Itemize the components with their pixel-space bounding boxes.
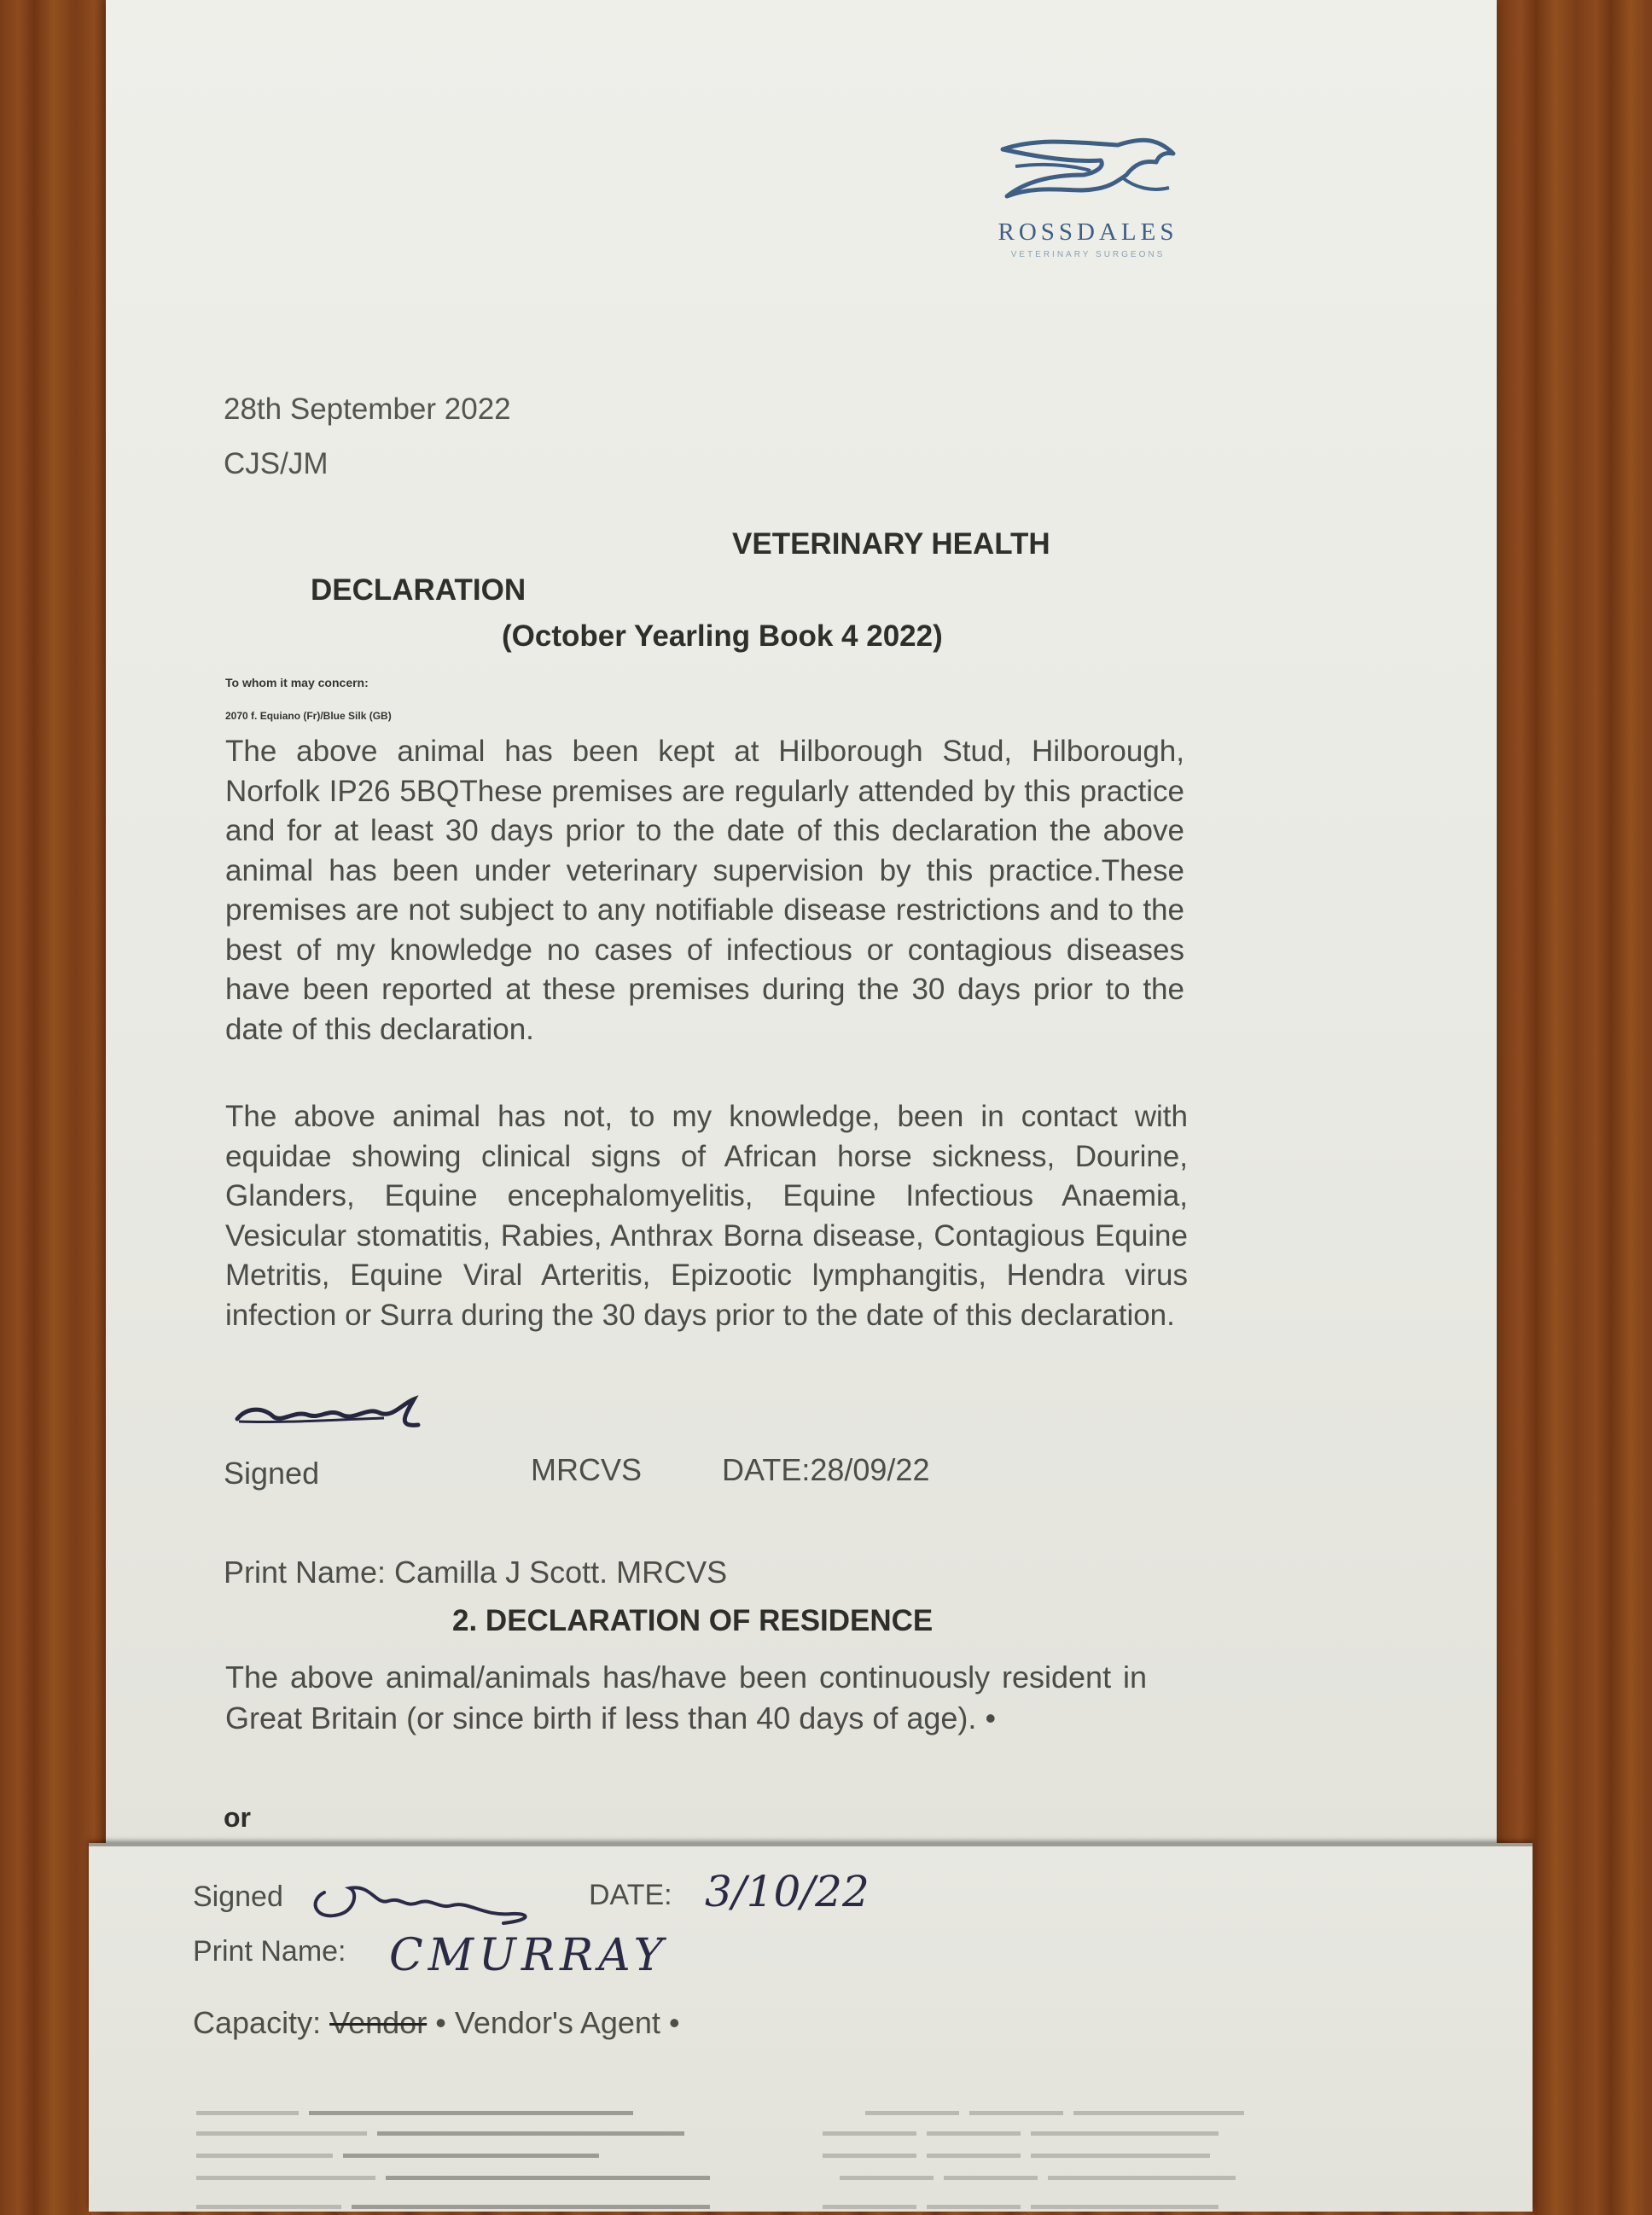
logo-subtitle: VETERINARY SURGEONS bbox=[1010, 250, 1166, 259]
residence-text bbox=[225, 1657, 1147, 1739]
signed-label: Signed bbox=[224, 1456, 320, 1491]
declaration-paragraph-1: The above animal has been kept at Hilborough Stud, Hilborough, Norfolk IP26 5BQThese premises are regularly attended by this practice and for at least 30 days prior to the date of this declaration the above animal has been under veterinary supervision by this practice.These premises are not subject to any notifiable disease restrictions and to the best of my knowledge no cases of infectious or contagious diseases have been reported at these premises during the 30 days prior to the date of this declaration. bbox=[225, 735, 1184, 1046]
salutation: To whom it may concern: bbox=[225, 676, 369, 689]
handwritten-date: 3/10/22 bbox=[705, 1867, 870, 1916]
rossdales-logo bbox=[977, 128, 1199, 282]
capacity-vendor-struck: Vendor bbox=[329, 2005, 428, 2040]
capacity-vendor-agent: Vendor's Agent bbox=[454, 2005, 660, 2040]
logo-wordmark: ROSSDALES bbox=[998, 218, 1178, 246]
capacity-bullet-2: • bbox=[668, 2005, 680, 2040]
declaration-paragraph-2: The above animal has not, to my knowledge, been in contact with equidae showing clinical signs of African horse sickness, Dourine, Glanders, Equine encephalomyelitis, Equine Infectious Anaemia, Vesicular stomatitis, Rabies, Anthrax Borna disease, Contagious Equine Metritis, Equine Viral Arteritis, Epizootic lymphangitis, Hendra virus infection or Surra during the 30 days prior to the date of this declaration. bbox=[225, 1100, 1188, 1332]
lower-print-name-label: Print Name: bbox=[193, 1935, 346, 1968]
title-line-3: (October Yearling Book 4 2022) bbox=[502, 619, 943, 653]
capacity-row bbox=[193, 2005, 680, 2041]
residence-statement: The above animal/animals has/have been continuously resident in Great Britain (or since birth if less than 40 days of age). bbox=[225, 1660, 1147, 1735]
capacity-label: Capacity: bbox=[193, 2005, 322, 2040]
handwritten-name: CMURRAY bbox=[389, 1930, 668, 1981]
letter-date: 28th September 2022 bbox=[224, 392, 511, 426]
title-line-1: VETERINARY HEALTH bbox=[732, 527, 1050, 561]
fold-line bbox=[89, 1843, 1533, 1846]
residence-bullet: • bbox=[985, 1700, 997, 1735]
lot-description: 2070 f. Equiano (Fr)/Blue Silk (GB) bbox=[225, 710, 392, 722]
letter-reference: CJS/JM bbox=[224, 447, 329, 480]
residence-heading: 2. DECLARATION OF RESIDENCE bbox=[452, 1604, 934, 1637]
vet-qualification: MRCVS bbox=[531, 1452, 643, 1487]
capacity-bullet-1: • bbox=[435, 2005, 446, 2040]
lower-date-label: DATE: bbox=[589, 1879, 672, 1911]
or-label: or bbox=[224, 1802, 251, 1833]
lower-signed-label: Signed bbox=[193, 1881, 283, 1913]
vet-print-name: Print Name: Camilla J Scott. MRCVS bbox=[224, 1555, 728, 1590]
horse-logo-icon bbox=[990, 128, 1186, 209]
title-line-2: DECLARATION bbox=[311, 573, 526, 607]
vet-signature bbox=[230, 1389, 435, 1440]
vet-signature-date: DATE:28/09/22 bbox=[722, 1452, 930, 1487]
agent-signature bbox=[299, 1867, 546, 1935]
